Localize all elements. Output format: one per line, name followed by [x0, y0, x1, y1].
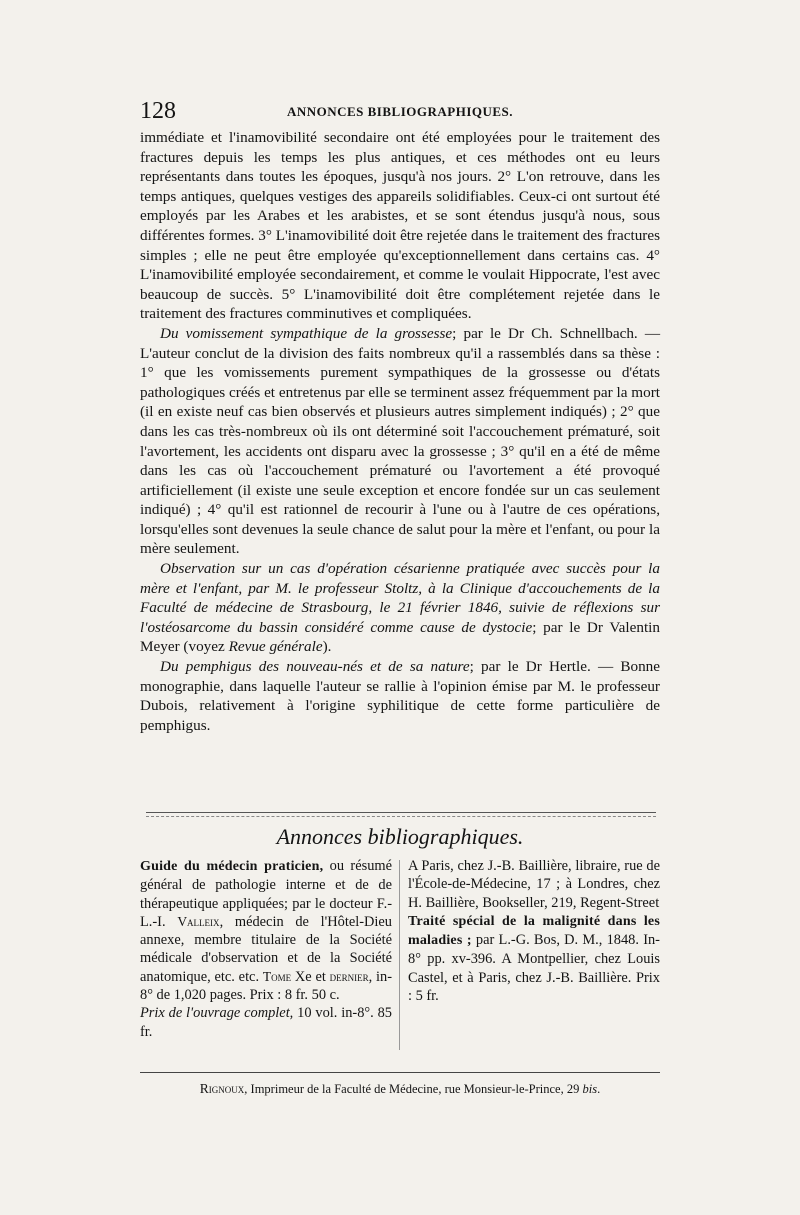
price-complete-label: Prix de l'ouvrage complet, [140, 1005, 294, 1022]
main-text [140, 128, 660, 735]
paragraph-vomissement [140, 324, 660, 559]
annonce-guide-text [140, 857, 392, 1004]
annonce-traite-heading: Traité spécial de la malignité dans les maladies ; [408, 913, 660, 949]
printer-name: Rignoux [199, 1081, 245, 1096]
paragraph-pemphigus [140, 657, 660, 735]
annonce-guide-heading: Guide du médecin praticien, [140, 859, 324, 874]
tome-label: Tome [262, 968, 292, 984]
printer-address: , Imprimeur de la Faculté de Médecine, rue Monsieur-le-Prince, 29 [244, 1082, 583, 1096]
page-header [140, 97, 660, 125]
running-title: ANNONCES BIBLIOGRAPHIQUES. [286, 104, 514, 119]
annonce-guide-price [140, 1004, 392, 1041]
paragraph-cesarienne [140, 559, 660, 657]
paragraph-fractures: immédiate et l'inamovibilité secondaire ont été employées pour le traitement des fractures depuis les temps les plus antiques, et ces méthodes ont eu leurs représentants dans toutes les époques, jusqu'à nos jours. 2° L'on retrouve, dans les temps antiques, quelques vestiges des appareils solidifiables. Ceux-ci ont surtout été employés par les Arabes et les arabistes, et se sont étendus jusqu'à nous, sous différentes formes. 3° L'inamovibilité doit être rejetée dans le traitement des fractures simples ; elle ne peut être employée qu'exceptionnellement dans certains cas. 4° L'inamovibilité employée secondairement, et comme le voulait Hippocrate, l'est avec beaucoup de succès. 5° L'inamovibilité doit être complétement rejetée dans le traitement des fractures comminutives et compliquées. [140, 129, 660, 323]
annonce-guide-desc-4: , in-8° de 1,020 pages. Prix : 8 fr. 50 c. [140, 968, 392, 1004]
title-vomissement: Du vomissement sympathique de la grossesse [160, 324, 453, 342]
annonces-title: Annonces bibliographiques. [276, 824, 524, 849]
imprint-end: . [597, 1082, 601, 1096]
annonce-guide-desc-2: , médecin de l'Hôtel-Dieu annexe, membre titulaire de la Société médicale d'observation et de la Société anatomique, etc. etc. [140, 913, 393, 985]
text-vomissement: ; par le Dr Ch. Schnellbach. — L'auteur conclut de la division des faits nombreux qu'il a rassemblés dans sa thèse : 1° que les vomissements purement sympathiques de la grossesse ou d'états pathologiques créés et entretenus par elle se terminent assez fréquemment par la mort (il en existe neuf cas bien observés et plusieurs autres simplement indiqués) ; 2° que dans les cas très-nombreux où ils ont déterminé soit l'accouchement prématuré, soit l'avortement, les accidents ont disparu avec la grossesse ; 3° qu'il en a été de même dans les cas où l'accouchement prématuré ou l'avortement a été provoqué artificiellement (il existe une seule exception et encore fondée sur un cas seulement indiqué) ; 4° qu'il est rationnel de recourir à l'une ou à l'autre de ces opérations, lorsqu'elles sont devenues la seule chance de salut pour la mère et l'enfant, ou pour la mère seulement. [140, 324, 661, 558]
text-cesarienne-author: ; par le Dr Valentin Meyer (voyez [140, 618, 660, 656]
annonce-right-column [408, 857, 660, 1005]
annonce-guide-medecin [140, 857, 392, 1041]
title-pemphigus: Du pemphigus des nouveau-nés et de sa nature [160, 658, 470, 676]
page-number: 128 [140, 98, 176, 124]
price-complete-value: 10 vol. in-8°. 85 fr. [140, 1005, 392, 1040]
annonce-guide-desc-3: Xe et [291, 968, 330, 985]
annonce-traite-desc: par L.-G. Bos, D. M., 1848. In-8° pp. xv-396. A Montpellier, chez Louis Castel, et à Paris, chez J.-B. Baillière. Prix : 5 fr. [408, 932, 660, 1005]
imprint-line [140, 1080, 660, 1098]
text-cesarienne-end: ). [322, 638, 332, 656]
author-valleix: Valleix [177, 913, 220, 929]
annonce-guide-desc: ou résumé général de pathologie interne et de de thérapeutique appliquées; par le docteur F.-L.-I. [140, 858, 392, 930]
title-cesarienne: Observation sur un cas d'opération césarienne pratiquée avec succès pour la mère et l'enfant, par M. le professeur Stoltz, à la Clinique d'accouchements de la Faculté de médecine de Strasbourg, le 21 février 1846, suivie de réflexions sur l'ostéosarcome du bassin considéré comme cause de dystocie [140, 560, 660, 636]
annonce-traite-malignite [408, 912, 660, 1005]
section-divider-dashed [146, 816, 656, 817]
section-divider [146, 812, 656, 813]
ref-revue-generale: Revue générale [228, 638, 323, 656]
address-bis: bis [582, 1082, 598, 1096]
dernier-label: dernier [329, 968, 369, 984]
text-pemphigus: ; par le Dr Hertle. — Bonne monographie, dans laquelle l'auteur se rallie à l'opinion émise par M. le professeur Dubois, relativement à l'origine syphilitique de cette forme particulière de pemphigus. [140, 658, 660, 734]
column-rule [399, 860, 400, 1050]
footer-rule [140, 1072, 660, 1073]
annonce-publisher: A Paris, chez J.-B. Baillière, libraire, rue de l'École-de-Médecine, 17 ; à Londres, chez H. Baillière, Bookseller, 219, Regent-Street [408, 858, 660, 911]
